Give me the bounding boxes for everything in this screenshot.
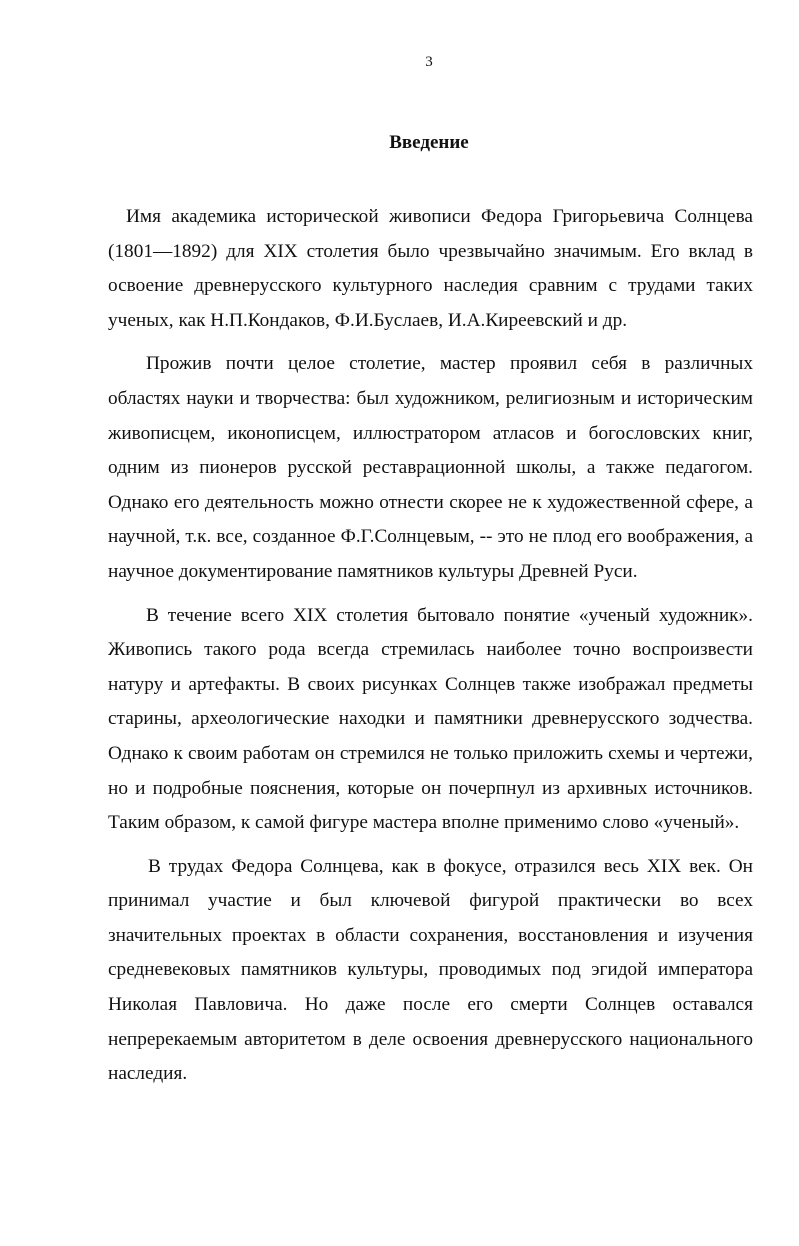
paragraph-3: В течение всего XIX столетия бытовало понятие «ученый художник». Живопись такого рода всегда стремилась наиболее точно воспроизвести натуру и артефакты. В своих рисунках Солнцев также изображал предметы старины, археологические находки и памятники древнерусского зодчества. Однако к своим работам он стремился не только приложить схемы и чертежи, но и подробные пояснения, которые он почерпнул из архивных источников. Таким образом, к самой фигуре мастера вполне применимо слово «ученый». xyxy=(108,604,753,834)
paragraph-4: В трудах Федора Солнцева, как в фокусе, отразился весь XIX век. Он принимал участие и был ключевой фигурой практически во всех значительных проектах в области сохранения, восстановления и изучения средневековых памятников культуры, проводимых под эгидой императора Николая Павловича. Но даже после его смерти Солнцев оставался непререкаемым авторитетом в деле освоения древнерусского национального наследия. xyxy=(108,855,753,1085)
paragraph-1: Имя академика исторической живописи Федора Григорьевича Солнцева (1801—1892) для XIX столетия было чрезвычайно значимым. Его вклад в освоение древнерусского культурного наследия сравним с трудами таких ученых, как Н.П.Кондаков, Ф.И.Буслаев, И.А.Киреевский и др. xyxy=(108,206,753,331)
page-title: Введение xyxy=(389,132,469,153)
paragraph-2: Прожив почти целое столетие, мастер проявил себя в различных областях науки и творчества: был художником, религиозным и историческим живописцем, иконописцем, иллюстратором атласов и богословских книг, одним из пионеров русской реставрационной школы, а также педагогом. Однако его деятельность можно отнести скорее не к художественной сфере, а научной, т.к. все, созданное Ф.Г.Солнцевым, -- это не плод его воображения, а научное документирование памятников культуры Древней Руси. xyxy=(108,353,753,582)
page-number: 3 xyxy=(425,54,433,70)
document-body xyxy=(108,200,753,1101)
